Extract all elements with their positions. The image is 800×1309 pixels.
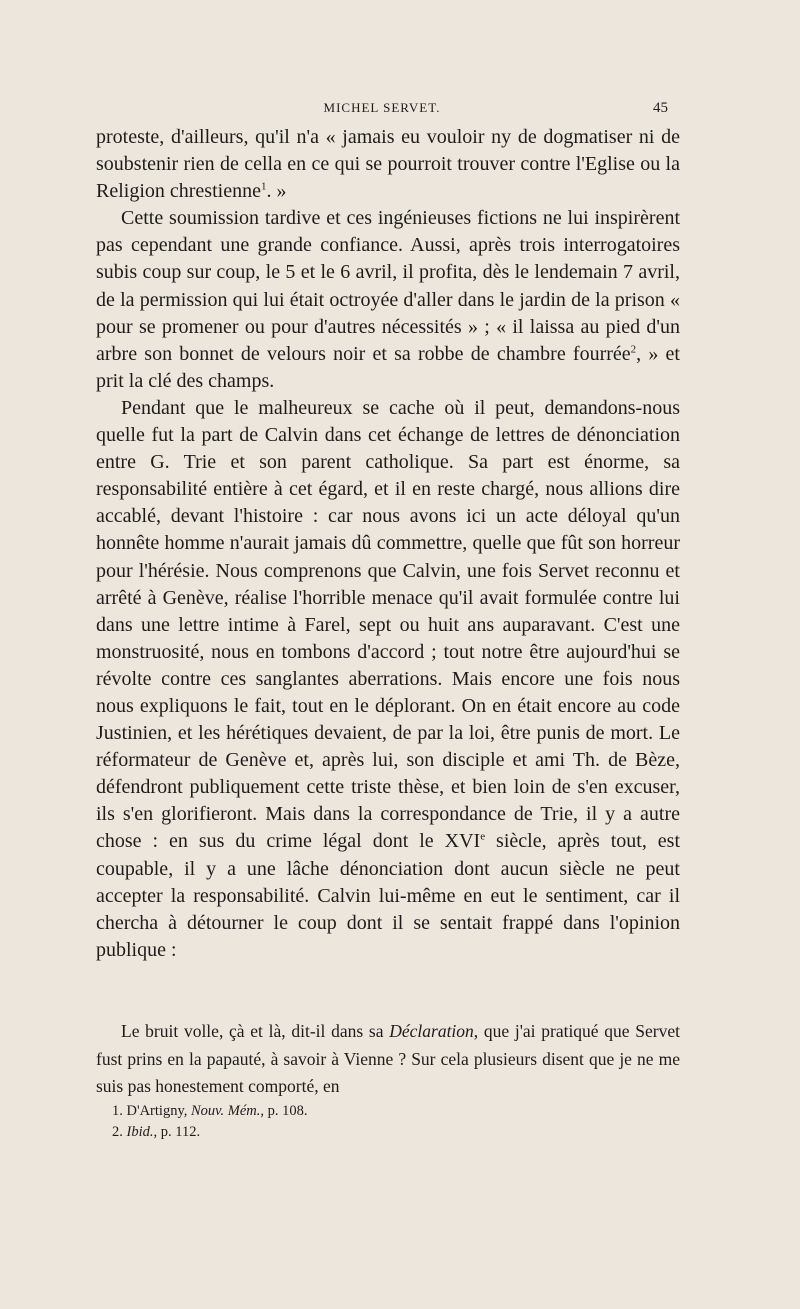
footnote-work: Ibid.: [126, 1124, 154, 1140]
text-span: Le bruit volle, çà et là, dit-il dans sa: [121, 1021, 390, 1041]
footnotes: [112, 1101, 672, 1143]
paragraph: [96, 124, 680, 205]
page-number: 45: [653, 100, 668, 116]
text-span: , » et prit la clé des champs.: [96, 342, 680, 392]
footnote-work: Nouv. Mém.: [191, 1103, 261, 1119]
text-span: siècle, après tout, est coupable, il y a une lâche dénonciation dont aucun siècle ne peut accepter la responsabilité. Calvin lui-même en eut le sentiment, car il chercha à détourner le coup dont il se sentait frappé dans l'opinion publique :: [96, 830, 681, 961]
century-numeral: XVI: [444, 830, 481, 853]
footnote: [112, 1122, 672, 1143]
text-span: Pendant que le malheureux se cache où il peut, demandons-nous quelle fut la part de Calvin dans cet échange de lettres de dénonciation entre G. Trie et son parent catholique. Sa part est énorme, sa responsabilité entière à cet égard, et il en reste chargé, nous allions dire accablé, devant l'histoire : car nous avons ici un acte déloyal qu'un honnête homme n'aurait jamais dû commettre, quelle que fût son horreur pour l'hérésie. Nous comprenons que Calvin, une fois Servet reconnu et arrêté à Genève, réalise l'horrible menace qu'il avait formulée contre lui dans une lettre intime à Farel, sept ou huit ans auparavant. C'est une monstruosité, nous en tombons d'accord ; tout notre être aujourd'hui se révolte contre ces sanglantes aberrations. Mais encore une fois nous nous expliquons le fait, tout en le déplorant. On en était encore au code Justinien, et les hérétiques devaient, de par la loi, être punis de mort. Le réformateur de Genève et, après lui, son disciple et ami Th. de Bèze, défendront publiquement cette triste thèse, et bien loin de s'en excuser, ils s'en glorifieront. Mais dans la correspondance de Trie, il y a autre chose : en sus du crime légal dont le: [96, 396, 680, 853]
quote-paragraph: [96, 1018, 680, 1101]
main-text: [96, 124, 680, 964]
text-span: , que j'ai pratiqué que Servet fust prins en la papauté, à savoir à Vienne ? Sur cela plusieurs disent que je ne me suis pas honestement comporté, en: [96, 1021, 680, 1096]
page-header: [96, 100, 668, 122]
footnote-number: 1.: [112, 1103, 123, 1119]
footnote-number: 2.: [112, 1124, 123, 1140]
text-span: proteste, d'ailleurs, qu'il n'a « jamais eu vouloir ny de dogmatiser ni de soubstenir rien de cella en ce qui se pourroit trouver contre l'Eglise ou la Religion chrestienne: [96, 126, 680, 203]
text-span: . »: [266, 180, 287, 203]
text-span: Cette soumission tardive et ces ingénieuses fictions ne lui inspirèrent pas cependant une grande confiance. Aussi, après trois interrogatoires subis coup sur coup, le 5 et le 6 avril, il profita, dès le lendemain 7 avril, de la permission qui lui était octroyée d'aller dans le jardin de la prison « pour se promener ou pour d'autres nécessités » ; « il laissa au pied d'un arbre son bonnet de velours noir et sa robbe de chambre fourrée: [96, 207, 680, 365]
footnote-ref: 1: [260, 180, 267, 193]
footnote-ref: 2: [630, 343, 637, 356]
footnote-page: , p. 112.: [153, 1124, 201, 1140]
paragraph: [96, 395, 680, 964]
footnote-page: , p. 108.: [260, 1103, 308, 1119]
footnote: [112, 1101, 672, 1122]
block-quote: [96, 1018, 680, 1101]
running-title: MICHEL SERVET.: [323, 100, 441, 115]
work-title: Déclaration: [389, 1021, 474, 1041]
footnote-author: D'Artigny,: [126, 1103, 191, 1119]
ordinal-suffix: e: [480, 830, 486, 843]
paragraph: [96, 205, 680, 395]
